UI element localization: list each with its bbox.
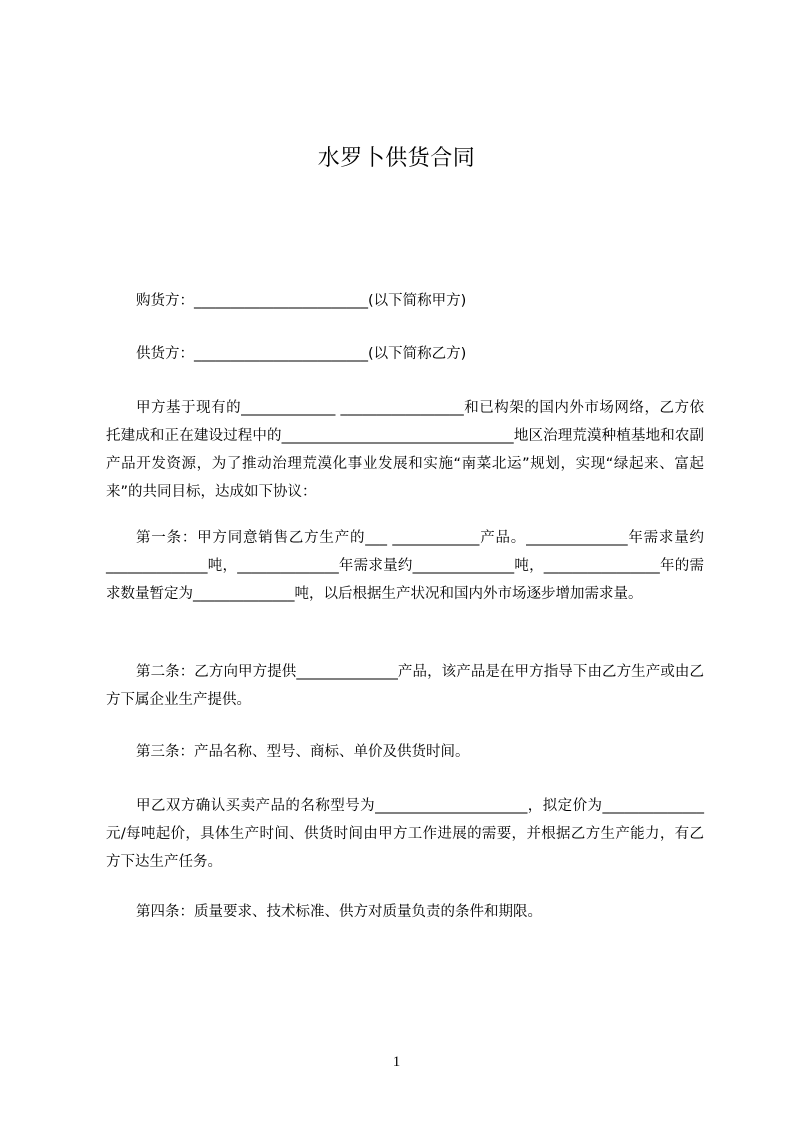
buyer-line: 购货方：________________________(以下简称甲方) [136,293,467,309]
article-1: 第一条：甲方同意销售乙方生产的___ ____________产品。______________年需求量约______________吨，______________年需求量约______________吨，________________年的需求数量暂定为______________吨，以后根据生产状况和国内外市场逐步增加需求量。 [106,530,704,602]
article-3-detail: 甲乙双方确认买卖产品的名称型号为_____________________，拟定价为______________元/每吨起价，具体生产时间、供货时间由甲方工作进展的需要，并根据乙方生产能力，有乙方下达生产任务。 [106,798,704,870]
seller-line: 供货方：________________________(以下简称乙方) [136,346,467,362]
document-title: 水罗卜供货合同 [317,146,476,171]
article-2: 第二条：乙方向甲方提供______________产品，该产品是在甲方指导下由乙方生产或由乙方下属企业生产提供。 [106,664,704,708]
article-4: 第四条：质量要求、技术标准、供方对质量负责的条件和期限。 [136,904,542,920]
article-3: 第三条：产品名称、型号、商标、单价及供货时间。 [136,744,470,760]
intro-paragraph: 甲方基于现有的_____________ _________________和已构架的国内外市场网络，乙方依托建成和正在建设过程中的________________________________地区治理荒漠种植基地和农副产品开发资源，为了推动治理荒漠化事业发展和实施“南菜北运”规划，实现“绿起来、富起来”的共同目标，达成如下协议： [106,400,704,500]
page-number: 1 [392,1054,401,1070]
